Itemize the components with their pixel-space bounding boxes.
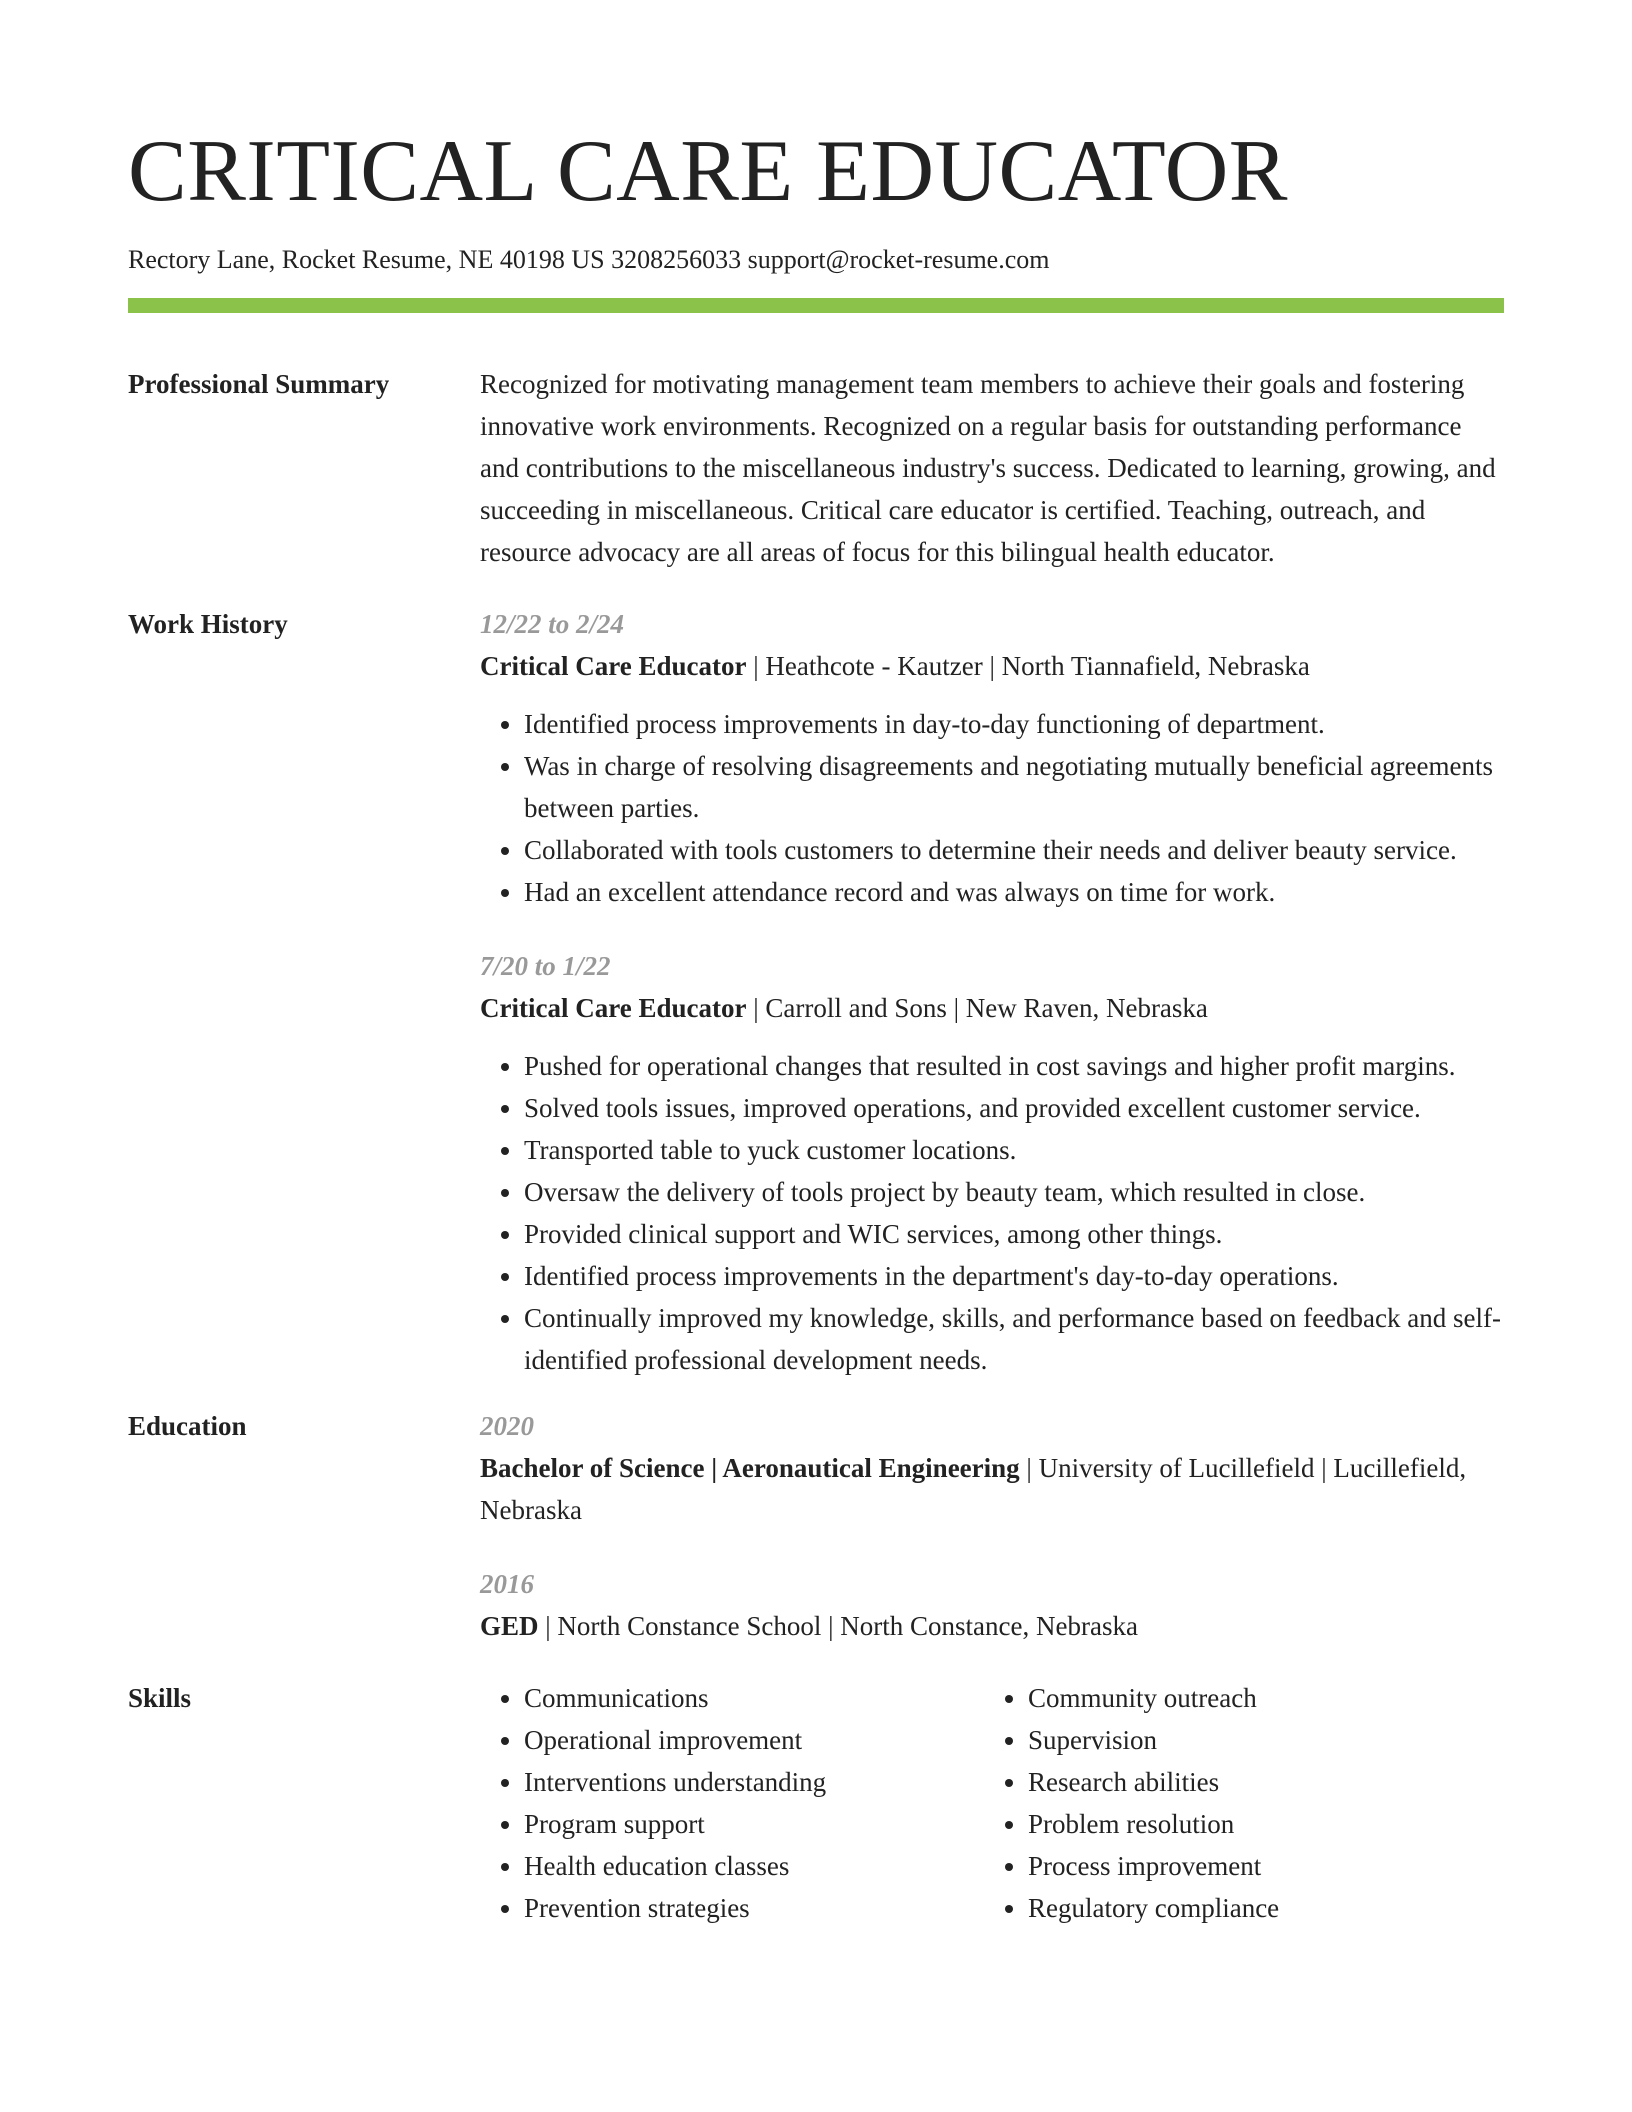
education-details: | University of Lucillefield | Lucillefield, Nebraska bbox=[480, 1453, 1467, 1525]
education-degree: GED bbox=[480, 1611, 539, 1641]
skill-item: • Problem resolution bbox=[1028, 1803, 1428, 1845]
job-bullets bbox=[480, 703, 1504, 913]
education-entry bbox=[480, 1405, 1504, 1531]
summary-text: Recognized for motivating management team members to achieve their goals and fostering innovative work environments. Recognized on a regular basis for outstanding performance and contributions to the miscellaneous industry's success. Dedicated to learning, growing, and succeeding in miscellaneous. Critical care educator is certified. Teaching, outreach, and resource advocacy are all areas of focus for this bilingual health educator. bbox=[480, 369, 1496, 567]
skill-item: • Research abilities bbox=[1028, 1761, 1428, 1803]
job-bullet: • Collaborated with tools customers to determine their needs and deliver beauty service. bbox=[524, 829, 1504, 871]
education-year: 2016 bbox=[480, 1569, 534, 1599]
education-section bbox=[128, 1405, 1504, 1647]
resume-title: CRITICAL CARE EDUCATOR bbox=[128, 123, 1288, 220]
job-heading bbox=[480, 987, 1504, 1029]
job-details: | Heathcote - Kautzer | North Tiannafield, Nebraska bbox=[746, 651, 1310, 681]
education-year: 2020 bbox=[480, 1411, 534, 1441]
job-title: Critical Care Educator bbox=[480, 651, 747, 681]
skill-item: • Prevention strategies bbox=[524, 1887, 984, 1929]
skills-section bbox=[128, 1677, 1504, 1929]
job-bullet: • Provided clinical support and WIC services, among other things. bbox=[524, 1213, 1504, 1255]
education-degree: Bachelor of Science | Aeronautical Engineering bbox=[480, 1453, 1020, 1483]
skills-column-right bbox=[984, 1677, 1428, 1929]
job-details: | Carroll and Sons | New Raven, Nebraska bbox=[746, 993, 1208, 1023]
skills-body bbox=[480, 1677, 1504, 1929]
job-bullet: • Had an excellent attendance record and was always on time for work. bbox=[524, 871, 1504, 913]
work-history-body bbox=[480, 603, 1504, 1381]
header-divider bbox=[128, 298, 1504, 313]
job-entry bbox=[480, 603, 1504, 913]
skill-item: • Process improvement bbox=[1028, 1845, 1428, 1887]
work-history-section bbox=[128, 603, 1504, 1381]
summary-section bbox=[128, 363, 1504, 573]
skills-grid bbox=[480, 1677, 1504, 1929]
job-bullet: • Continually improved my knowledge, skills, and performance based on feedback and self-identified professional development needs. bbox=[524, 1297, 1504, 1381]
job-dates: 7/20 to 1/22 bbox=[480, 951, 611, 981]
skill-item: • Regulatory compliance bbox=[1028, 1887, 1428, 1929]
job-bullets bbox=[480, 1045, 1504, 1381]
skill-item: • Communications bbox=[524, 1677, 984, 1719]
section-label-skills: Skills bbox=[128, 1683, 192, 1713]
skill-item: • Community outreach bbox=[1028, 1677, 1428, 1719]
skill-item: • Health education classes bbox=[524, 1845, 984, 1887]
job-bullet: • Transported table to yuck customer locations. bbox=[524, 1129, 1504, 1171]
education-body bbox=[480, 1405, 1504, 1647]
skill-item: • Operational improvement bbox=[524, 1719, 984, 1761]
job-bullet: • Identified process improvements in day-to-day functioning of department. bbox=[524, 703, 1504, 745]
job-bullet: • Identified process improvements in the department's day-to-day operations. bbox=[524, 1255, 1504, 1297]
education-entry bbox=[480, 1563, 1504, 1647]
education-details: | North Constance School | North Constance, Nebraska bbox=[538, 1611, 1138, 1641]
education-heading bbox=[480, 1447, 1504, 1531]
section-label-work-history: Work History bbox=[128, 609, 288, 639]
job-bullet: • Pushed for operational changes that resulted in cost savings and higher profit margins. bbox=[524, 1045, 1504, 1087]
job-bullet: • Oversaw the delivery of tools project by beauty team, which resulted in close. bbox=[524, 1171, 1504, 1213]
skill-item: • Interventions understanding bbox=[524, 1761, 984, 1803]
job-bullet: • Was in charge of resolving disagreements and negotiating mutually beneficial agreements between parties. bbox=[524, 745, 1504, 829]
education-heading bbox=[480, 1605, 1504, 1647]
section-label-summary: Professional Summary bbox=[128, 369, 390, 399]
job-heading bbox=[480, 645, 1504, 687]
job-dates: 12/22 to 2/24 bbox=[480, 609, 625, 639]
job-bullet: • Solved tools issues, improved operations, and provided excellent customer service. bbox=[524, 1087, 1504, 1129]
job-entry bbox=[480, 945, 1504, 1381]
skill-item: • Supervision bbox=[1028, 1719, 1428, 1761]
section-label-education: Education bbox=[128, 1411, 247, 1441]
contact-line: Rectory Lane, Rocket Resume, NE 40198 US 3208256033 support@rocket-resume.com bbox=[128, 245, 1050, 274]
job-title: Critical Care Educator bbox=[480, 993, 747, 1023]
skills-column-left bbox=[480, 1677, 984, 1929]
skill-item: • Program support bbox=[524, 1803, 984, 1845]
